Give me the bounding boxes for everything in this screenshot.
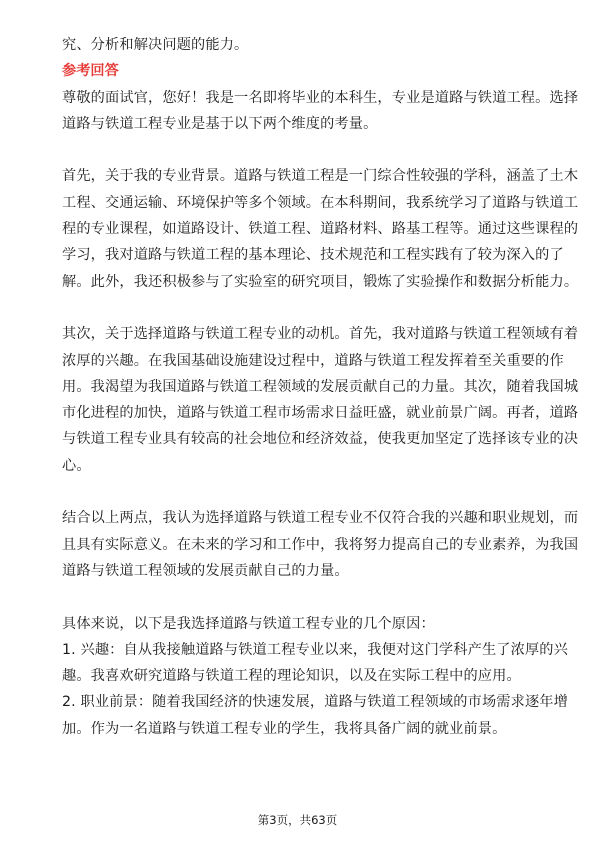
- paragraph-line: 道路与铁道工程专业是基于以下两个维度的考量。: [62, 115, 378, 132]
- paragraph-line: 学习，我对道路与铁道工程的基本理论、技术规范和工程实践有了较为深入的了: [62, 247, 564, 264]
- answer-heading: 参考回答: [62, 63, 119, 80]
- paragraph-line: 具体来说，以下是我选择道路与铁道工程专业的几个原因：: [62, 615, 435, 632]
- paragraph-line: 工程、交通运输、环境保护等多个领域。在本科期间，我系统学习了道路与铁道工: [62, 194, 579, 211]
- paragraph-line: 结合以上两点，我认为选择道路与铁道工程专业不仅符合我的兴趣和职业规划，而: [62, 510, 579, 527]
- paragraph-line: 其次，关于选择道路与铁道工程专业的动机。首先，我对道路与铁道工程领域有着: [62, 326, 579, 343]
- paragraph-line: 道路与铁道工程领域的发展贡献自己的力量。: [62, 562, 349, 579]
- paragraph-line: 与铁道工程专业具有较高的社会地位和经济效益，使我更加坚定了选择该专业的决: [62, 431, 579, 448]
- list-item-continuation: 趣。我喜欢研究道路与铁道工程的理论知识，以及在实际工程中的应用。: [62, 668, 521, 685]
- paragraph-background: [62, 163, 579, 294]
- paragraph-gap: [62, 584, 560, 610]
- paragraph-line: 浓厚的兴趣。在我国基础设施建设过程中，道路与铁道工程发挥着至关重要的作: [62, 352, 564, 369]
- paragraph-line: 市化进程的加快，道路与铁道工程市场需求日益旺盛，就业前景广阔。再者，道路: [62, 405, 579, 422]
- paragraph-conclusion: [62, 505, 579, 584]
- paragraph-line: 心。: [62, 457, 91, 474]
- intro-line: 究、分析和解决问题的能力。: [62, 37, 249, 53]
- paragraph-gap: [62, 137, 560, 163]
- paragraph-line: 首先，关于我的专业背景。道路与铁道工程是一门综合性较强的学科，涵盖了土木: [62, 168, 579, 185]
- list-item: 2. 职业前景：随着我国经济的快速发展，道路与铁道工程领域的市场需求逐年增: [62, 694, 568, 711]
- document-body: [62, 32, 579, 742]
- page-number: 第3页，共63页: [257, 813, 338, 827]
- paragraph-line: 程的专业课程，如道路设计、铁道工程、道路材料、路基工程等。通过这些课程的: [62, 221, 579, 238]
- paragraph-line: 尊敬的面试官，您好！我是一名即将毕业的本科生，专业是道路与铁道工程。选择: [62, 89, 579, 106]
- paragraph-greeting: [62, 85, 579, 138]
- paragraph-line: 且具有实际意义。在未来的学习和工作中，我将努力提高自己的专业素养，为我国: [62, 536, 579, 553]
- paragraph-line: 解。此外，我还积极参与了实验室的研究项目，锻炼了实验操作和数据分析能力。: [62, 273, 579, 290]
- paragraph-line: 用。我渴望为我国道路与铁道工程领域的发展贡献自己的力量。其次，随着我国城: [62, 378, 579, 395]
- list-item: 1. 兴趣：自从我接触道路与铁道工程专业以来，我便对这门学科产生了浓厚的兴: [62, 641, 568, 658]
- paragraph-motivation: [62, 321, 579, 479]
- paragraph-gap: [62, 295, 560, 321]
- paragraph-gap: [62, 479, 560, 505]
- paragraph-reasons: [62, 611, 568, 742]
- list-item-continuation: 加。作为一名道路与铁道工程专业的学生，我将具备广阔的就业前景。: [62, 720, 507, 737]
